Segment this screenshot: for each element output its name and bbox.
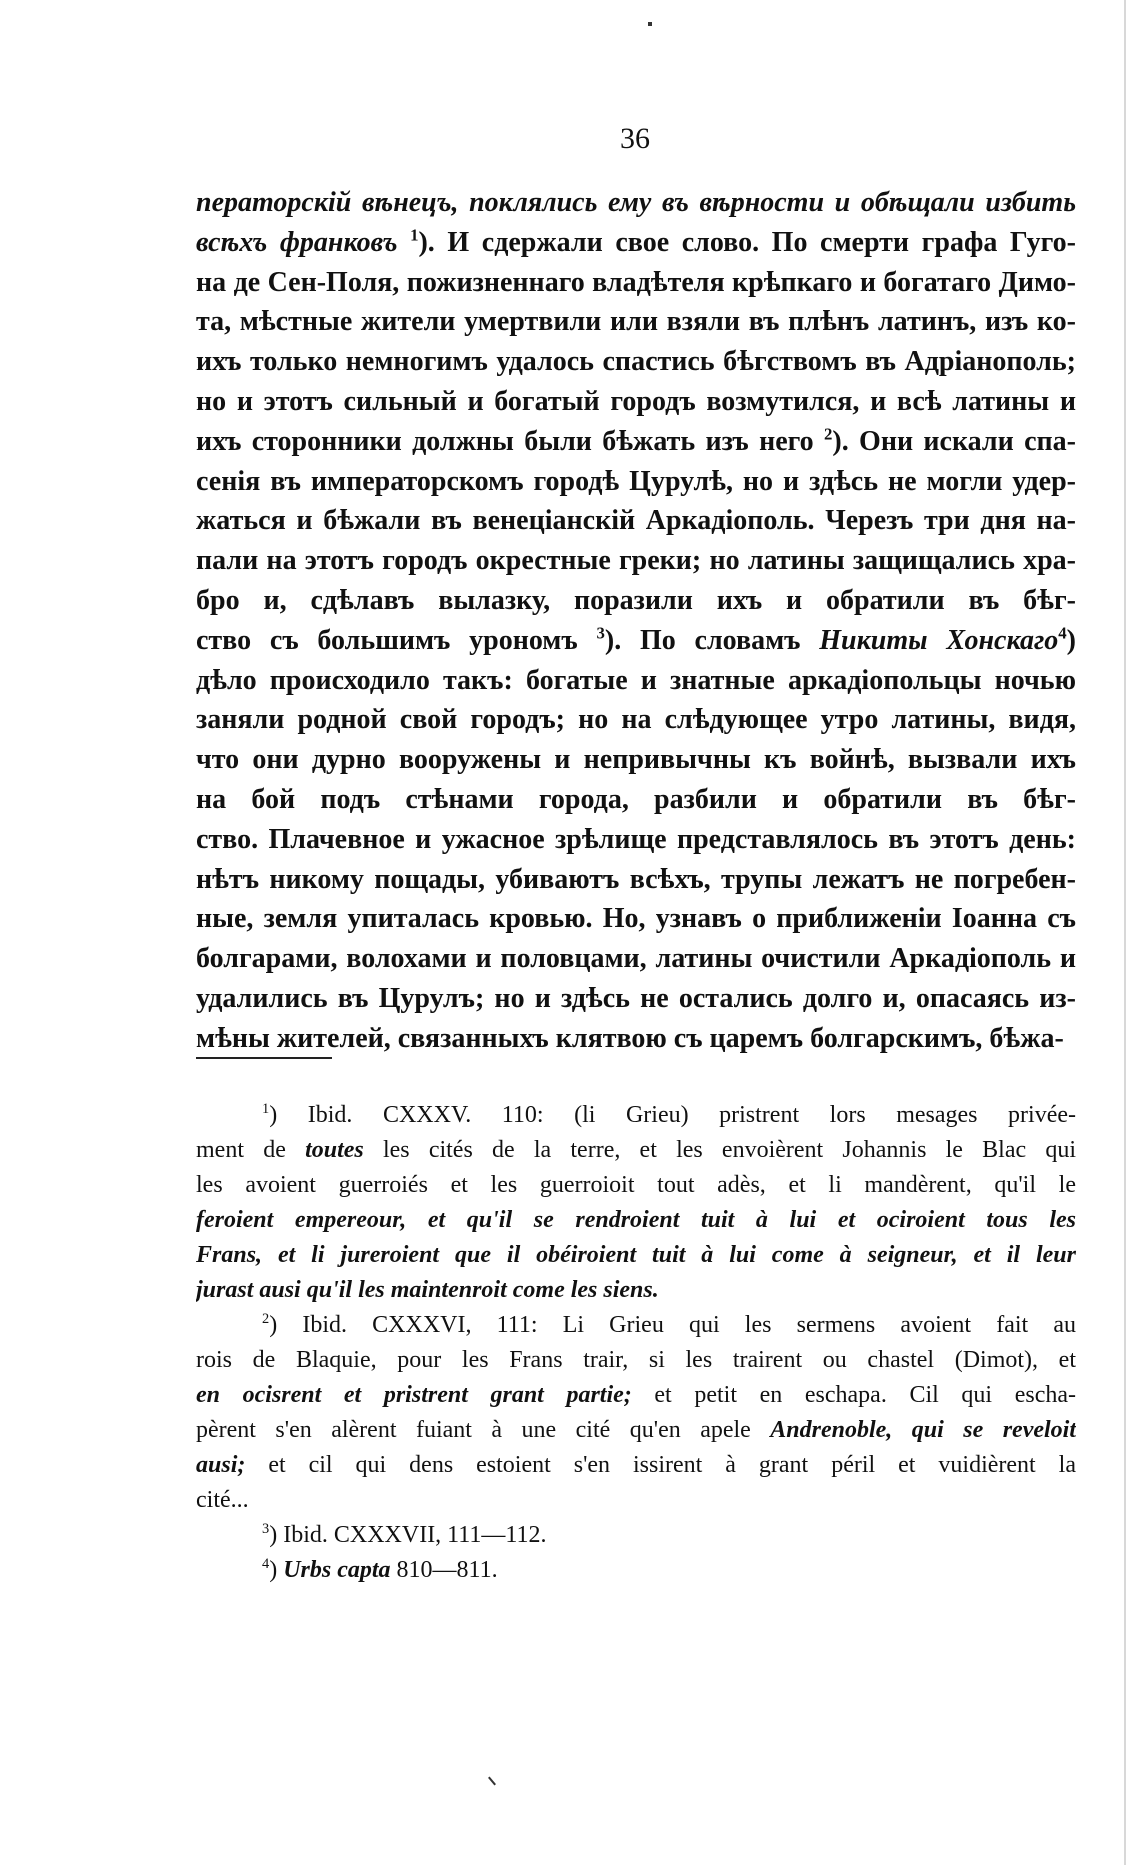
footnote-2-text: et cil qui dens estoient s'en issirent à grant péril et vuidièrent la [245, 1452, 1076, 1478]
body-line [196, 462, 1076, 502]
body-line [196, 422, 1076, 462]
body-text-run: мѣны жителей, связанныхъ клятвою съ царемъ болгарскимъ, бѣжа- [196, 1022, 1064, 1054]
scan-speck [648, 22, 652, 26]
body-text-run: на бой подъ стѣнами города, разбили и обратили въ бѣг- [196, 783, 1076, 815]
footnote-1-line-2 [196, 1133, 1076, 1168]
footnote-1-line-6: jurast ausi qu'il les maintenroit come les siens. [196, 1277, 659, 1303]
body-line [196, 621, 1076, 661]
body-text-run: ). Они искали спа- [832, 425, 1076, 457]
footnote-1-line-4: feroient empereour, et qu'il se rendroient tuit à lui et ociroient tous les [196, 1207, 1076, 1233]
body-line [196, 382, 1076, 422]
body-line [196, 541, 1076, 581]
footnote-2-ref: Ibid. CXXXVI, 111: [302, 1312, 538, 1338]
footnote-1-text: les cités de la terre, et les envoièrent Johannis le Blac qui [363, 1137, 1076, 1163]
body-text-run: но и этотъ сильный и богатый городъ возмутился, и всѣ латины и [196, 385, 1076, 417]
body-text-run: нѣтъ никому пощады, убиваютъ всѣхъ, трупы лежатъ не погребен- [196, 863, 1076, 895]
footnote-2-text: et petit en eschapa. Cil qui escha- [631, 1382, 1076, 1408]
body-text-run: что они дурно вооружены и непривычны къ войнѣ, вызвали ихъ [196, 744, 1076, 776]
body-text-run: сенія въ императорскомъ городѣ Цурулѣ, но и здѣсь не могли удер- [196, 465, 1076, 497]
footnote-2-line-1: $^2$) Ibid. CXXXVI, 111: Li Grieu qui les sermens avoient fait au [262, 1311, 1076, 1338]
main-text [196, 183, 1076, 1059]
footnote-4-text: 810—811. [390, 1557, 498, 1583]
footnote-4-marker: 4 [262, 1556, 270, 1572]
body-text-run: ихъ только немногимъ удалось спастись бѣгствомъ въ Адріанополь; [196, 346, 1076, 378]
body-text-run: ство съ большимъ урономъ [196, 624, 597, 656]
footnote-2-line-5 [196, 1448, 1076, 1483]
footnote-3: $^3$) Ibid. CXXXVII, 111—112. [262, 1521, 547, 1548]
body-line [196, 740, 1076, 780]
footnote-1-text: ment de [196, 1137, 306, 1163]
footnote-1-ref: Ibid. CXXXV. 110: [307, 1102, 544, 1128]
body-line [196, 342, 1076, 382]
footnote-ref: 2 [824, 424, 833, 444]
footnote-3-marker: 3 [262, 1521, 270, 1537]
body-line [196, 1019, 1076, 1059]
body-text-run: ). И сдержали свое слово. По смерти графа Гуго- [418, 226, 1076, 258]
body-text-run: Никиты Хонскаго [819, 624, 1059, 656]
body-line [196, 223, 1076, 263]
footnote-1-line-1: $^1$) Ibid. CXXXV. 110: (li Grieu) pristrent lors mesages privée- [262, 1101, 1076, 1128]
footnote-2-marker: 2 [262, 1311, 270, 1327]
body-line [196, 581, 1076, 621]
body-text-run: на де Сен-Поля, пожизненнаго владѣтеля крѣпкаго и богатаго Димо- [196, 266, 1076, 298]
body-line [196, 939, 1076, 979]
footnote-2-line-3 [196, 1378, 1076, 1413]
body-text-run: ). По словамъ [604, 624, 820, 656]
body-text-run: удалились въ Цурулъ; но и здѣсь не остались долго и, опасаясь из- [196, 982, 1076, 1014]
footnote-4: $^4$) Urbs capta 810—811. [262, 1556, 498, 1583]
footnote-2-italic: en ocisrent et pristrent grant partie; [196, 1382, 632, 1408]
scan-speck [488, 1777, 496, 1786]
body-text-run: ) [1066, 624, 1076, 656]
footnote-2-text: Li Grieu qui les sermens avoient fait au [562, 1312, 1076, 1338]
body-text-run: ператорскій вѣнецъ, поклялись ему въ вѣрности и обѣщали избить [196, 187, 1076, 218]
footnote-2-line-2: rois de Blaquie, pour les Frans trair, si les trairent ou chastel (Dimot), et [196, 1347, 1076, 1373]
body-text-run: болгарами, волохами и половцами, латины очистили Аркадіополь и [196, 943, 1076, 975]
body-line [196, 820, 1076, 860]
footnote-1-marker: 1 [262, 1101, 270, 1117]
footnote-ref: 1 [410, 225, 419, 245]
footnote-2-italic: ausi; [196, 1452, 246, 1478]
footnote-2-italic: Andrenoble, qui se reveloit [770, 1417, 1076, 1443]
footnote-ref: 4 [1058, 623, 1067, 643]
footnote-1-text: (li Grieu) pristrent lors mesages privée- [574, 1102, 1076, 1128]
body-line [196, 661, 1076, 701]
footnote-1-line-5: Frans, et li jureroient que il obéiroient tuit à lui come à seigneur, et il leur [196, 1242, 1076, 1268]
body-line [196, 899, 1076, 939]
body-text-run: ство. Плачевное и ужасное зрѣлище представлялось въ этотъ день: [196, 823, 1076, 855]
body-line [196, 263, 1076, 303]
footnote-ref: 3 [596, 623, 605, 643]
footnote-1-italic: toutes [305, 1137, 364, 1163]
body-text-run: бро и, сдѣлавъ вылазку, поразили ихъ и обратили въ бѣг- [196, 584, 1076, 616]
body-text-run: та, мѣстные жители умертвили или взяли въ плѣнъ латинъ, изъ ко- [196, 306, 1076, 338]
body-line [196, 183, 1076, 223]
footnotes [196, 1098, 1076, 1588]
footnote-rule [196, 1057, 332, 1059]
body-line [196, 979, 1076, 1019]
body-line [196, 501, 1076, 541]
footnote-2-line-6: cité... [196, 1487, 249, 1513]
body-text-run: жаться и бѣжали въ венеціанскій Аркадіополь. Черезъ три дня на- [196, 505, 1076, 537]
body-line [196, 860, 1076, 900]
body-line [196, 302, 1076, 342]
page-number: 36 [620, 122, 650, 155]
page-edge [1124, 0, 1126, 1865]
footnote-2-text: pèrent s'en alèrent fuiant à une cité qu'en apele [196, 1417, 771, 1443]
footnote-2-line-4 [196, 1413, 1076, 1448]
body-text-run: ные, земля упиталась кровью. Но, узнавъ о приближеніи Іоанна съ [196, 903, 1076, 935]
body-text-run: дѣло происходило такъ: богатые и знатные аркадіопольцы ночью [196, 664, 1076, 696]
body-text-run: заняли родной свой городъ; но на слѣдующее утро латины, видя, [196, 704, 1076, 736]
body-line [196, 700, 1076, 740]
footnote-1-line-3: les avoient guerroiés et les guerroioit tout adès, et li mandèrent, qu'il le [196, 1172, 1076, 1198]
footnote-3-text: Ibid. CXXXVII, 111—112. [283, 1522, 547, 1548]
footnote-4-italic: Urbs capta [283, 1557, 391, 1583]
body-text-run: пали на этотъ городъ окрестные греки; но латины защищались хра- [196, 545, 1076, 577]
body-text-run: всѣхъ франковъ [196, 226, 411, 258]
body-text-run: ихъ сторонники должны были бѣжать изъ него [196, 425, 824, 457]
body-line [196, 780, 1076, 820]
